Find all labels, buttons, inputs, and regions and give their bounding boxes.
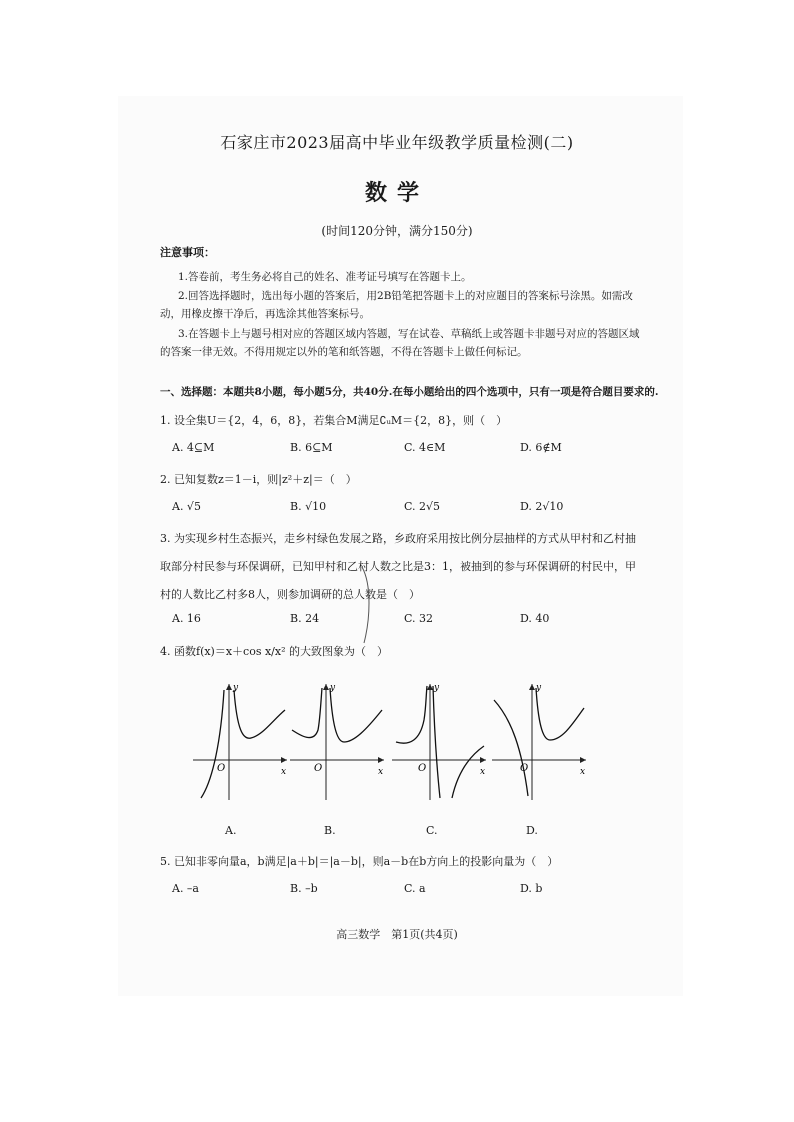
notice-item-2: 2.回答选择题时，选出每小题的答案后，用2B铅笔把答题卡上的对应题目的答案标号涂黑。如需改动，用橡皮擦干净后，再选涂其他答案标号。 bbox=[160, 290, 633, 320]
question-1-option-d: D. 6∉M bbox=[520, 441, 562, 454]
graph-label-d: D. bbox=[526, 824, 538, 837]
question-3-stem: 3. 为实现乡村生态振兴，走乡村绿色发展之路，乡政府采用按比例分层抽样的方式从甲村和乙村抽取部分村民参与环保调研，已知甲村和乙村人数之比是3：1，被抽到的参与环保调研的村民中，甲村的人数比乙村多8人，则参加调研的总人数是（ ） bbox=[160, 532, 636, 601]
question-5-stem: 5. 已知非零向量a，b满足|a＋b|＝|a－b|，则a－b在b方向上的投影向量为（ ） bbox=[160, 855, 559, 868]
question-1-option-a: A. 4⊆M bbox=[172, 441, 215, 454]
graph-a-x-label: x bbox=[281, 767, 287, 777]
question-5-option-a: A. –a bbox=[172, 882, 199, 895]
question-5-option-b: B. –b bbox=[290, 882, 318, 895]
exam-title: 石家庄市2023届高中毕业年级教学质量检测(二) bbox=[220, 133, 574, 152]
question-2-stem: 2. 已知复数z＝1－i，则|z²＋z|＝（ ） bbox=[160, 473, 357, 486]
graph-c-origin: O bbox=[418, 763, 427, 774]
question-4-stem: 4. 函数f(x)＝x＋cos x/x² 的大致图象为（ ） bbox=[160, 645, 388, 658]
graph-option-a bbox=[193, 680, 289, 800]
graph-label-b: B. bbox=[324, 824, 336, 837]
graph-a-y-label: y bbox=[233, 683, 239, 693]
question-3-option-b: B. 24 bbox=[290, 612, 320, 625]
question-2-option-d: D. 2√10 bbox=[520, 500, 564, 513]
graph-label-c: C. bbox=[426, 824, 438, 837]
graph-option-c bbox=[392, 680, 488, 800]
subject-title: 数学 bbox=[364, 180, 429, 206]
question-3-option-d: D. 40 bbox=[520, 612, 550, 625]
graph-c-y-label: y bbox=[434, 683, 440, 693]
notice-item-1: 1.答卷前，考生务必将自己的姓名、准考证号填写在答题卡上。 bbox=[178, 271, 472, 283]
graph-label-a: A. bbox=[225, 824, 237, 837]
graph-b-origin: O bbox=[314, 763, 323, 774]
question-1-stem: 1. 设全集U＝{2，4，6，8}，若集合M满足∁ᵤM＝{2，8}，则（ ） bbox=[160, 414, 508, 427]
graph-b-y-label: y bbox=[330, 683, 336, 693]
graph-option-d bbox=[492, 680, 588, 800]
page-footer: 高三数学 第1页(共4页) bbox=[336, 928, 458, 941]
question-5-option-c: C. a bbox=[404, 882, 426, 895]
question-3-option-c: C. 32 bbox=[404, 612, 434, 625]
question-3-option-a: A. 16 bbox=[172, 612, 201, 625]
notice-heading: 注意事项： bbox=[160, 246, 215, 259]
question-1-option-b: B. 6⊆M bbox=[290, 441, 333, 454]
graph-d-y-label: y bbox=[536, 683, 542, 693]
time-note: (时间120分钟，满分150分) bbox=[321, 224, 473, 238]
graph-b-x-label: x bbox=[378, 767, 384, 777]
section-heading: 一、选择题：本题共8小题，每小题5分，共40分.在每小题给出的四个选项中，只有一项是符合题目要求的. bbox=[160, 386, 659, 398]
graph-d-origin: O bbox=[520, 763, 529, 774]
pencil-mark bbox=[360, 565, 374, 645]
question-5-option-d: D. b bbox=[520, 882, 543, 895]
graph-a-origin: O bbox=[217, 763, 226, 774]
question-2-option-b: B. √10 bbox=[290, 500, 327, 513]
question-1-option-c: C. 4∈M bbox=[404, 441, 446, 454]
graph-c-x-label: x bbox=[480, 767, 486, 777]
graph-d-x-label: x bbox=[580, 767, 586, 777]
graph-option-b bbox=[290, 680, 386, 800]
notice-item-3: 3.在答题卡上与题号相对应的答题区域内答题，写在试卷、草稿纸上或答题卡非题号对应的答题区域的答案一律无效。不得用规定以外的笔和纸答题，不得在答题卡上做任何标记。 bbox=[160, 328, 640, 358]
question-2-option-a: A. √5 bbox=[172, 500, 201, 513]
question-2-option-c: C. 2√5 bbox=[404, 500, 441, 513]
